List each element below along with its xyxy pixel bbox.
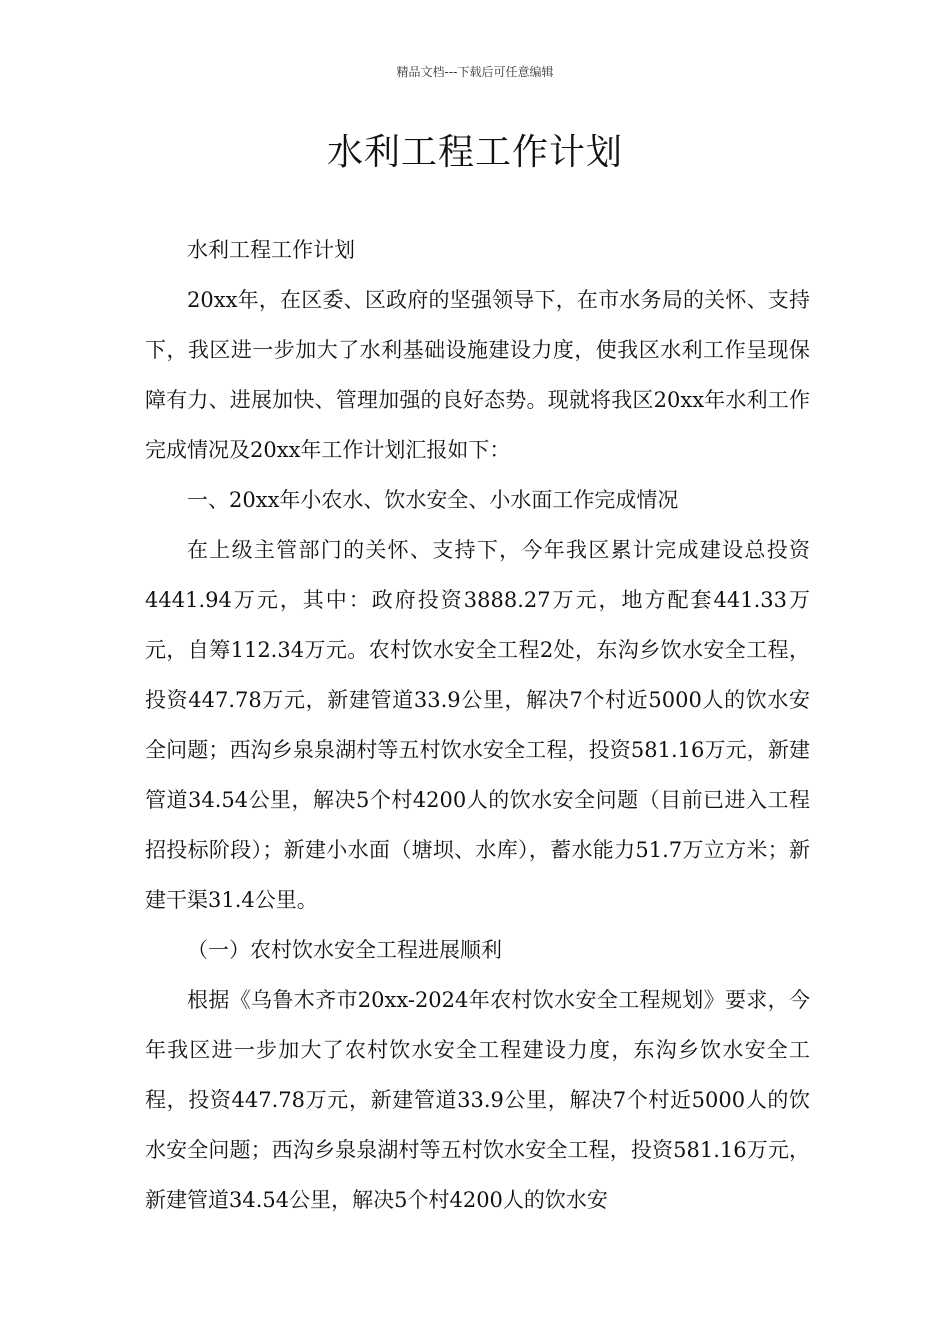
subsection-heading-1: （一）农村饮水安全工程进展顺利 (187, 938, 502, 962)
paragraph-intro: 20xx年，在区委、区政府的坚强领导下，在市水务局的关怀、支持下，我区进一步加大了水利基础设施建设力度，使我区水利工作呈现保障有力、进展加快、管理加强的良好态势。现就将我区20xx年水利工作完成情况及20xx年工作计划汇报如下： (145, 288, 810, 462)
document-body (145, 225, 810, 1225)
paragraph-drinking-water: 根据《乌鲁木齐市20xx-2024年农村饮水安全工程规划》要求，今年我区进一步加大了农村饮水安全工程建设力度，东沟乡饮水安全工程，投资447.78万元，新建管道33.9公里，解决7个村近5000人的饮水安全问题；西沟乡泉泉湖村等五村饮水安全工程，投资581.16万元，新建管道34.54公里，解决5个村4200人的饮水安 (145, 988, 810, 1212)
paragraph-investment: 在上级主管部门的关怀、支持下，今年我区累计完成建设总投资4441.94万元，其中：政府投资3888.27万元，地方配套441.33万元，自筹112.34万元。农村饮水安全工程2处，东沟乡饮水安全工程，投资447.78万元，新建管道33.9公里，解决7个村近5000人的饮水安全问题；西沟乡泉泉湖村等五村饮水安全工程，投资581.16万元，新建管道34.54公里，解决5个村4200人的饮水安全问题（目前已进入工程招投标阶段）；新建小水面（塘坝、水库），蓄水能力51.7万立方米；新建干渠31.4公里。 (145, 538, 810, 912)
page-header: 精品文档---下载后可任意编辑 (396, 65, 554, 79)
document-title: 水利工程工作计划 (326, 132, 623, 173)
section-heading-1: 一、20xx年小农水、饮水安全、小水面工作完成情况 (187, 488, 679, 512)
paragraph-subtitle: 水利工程工作计划 (187, 238, 355, 262)
